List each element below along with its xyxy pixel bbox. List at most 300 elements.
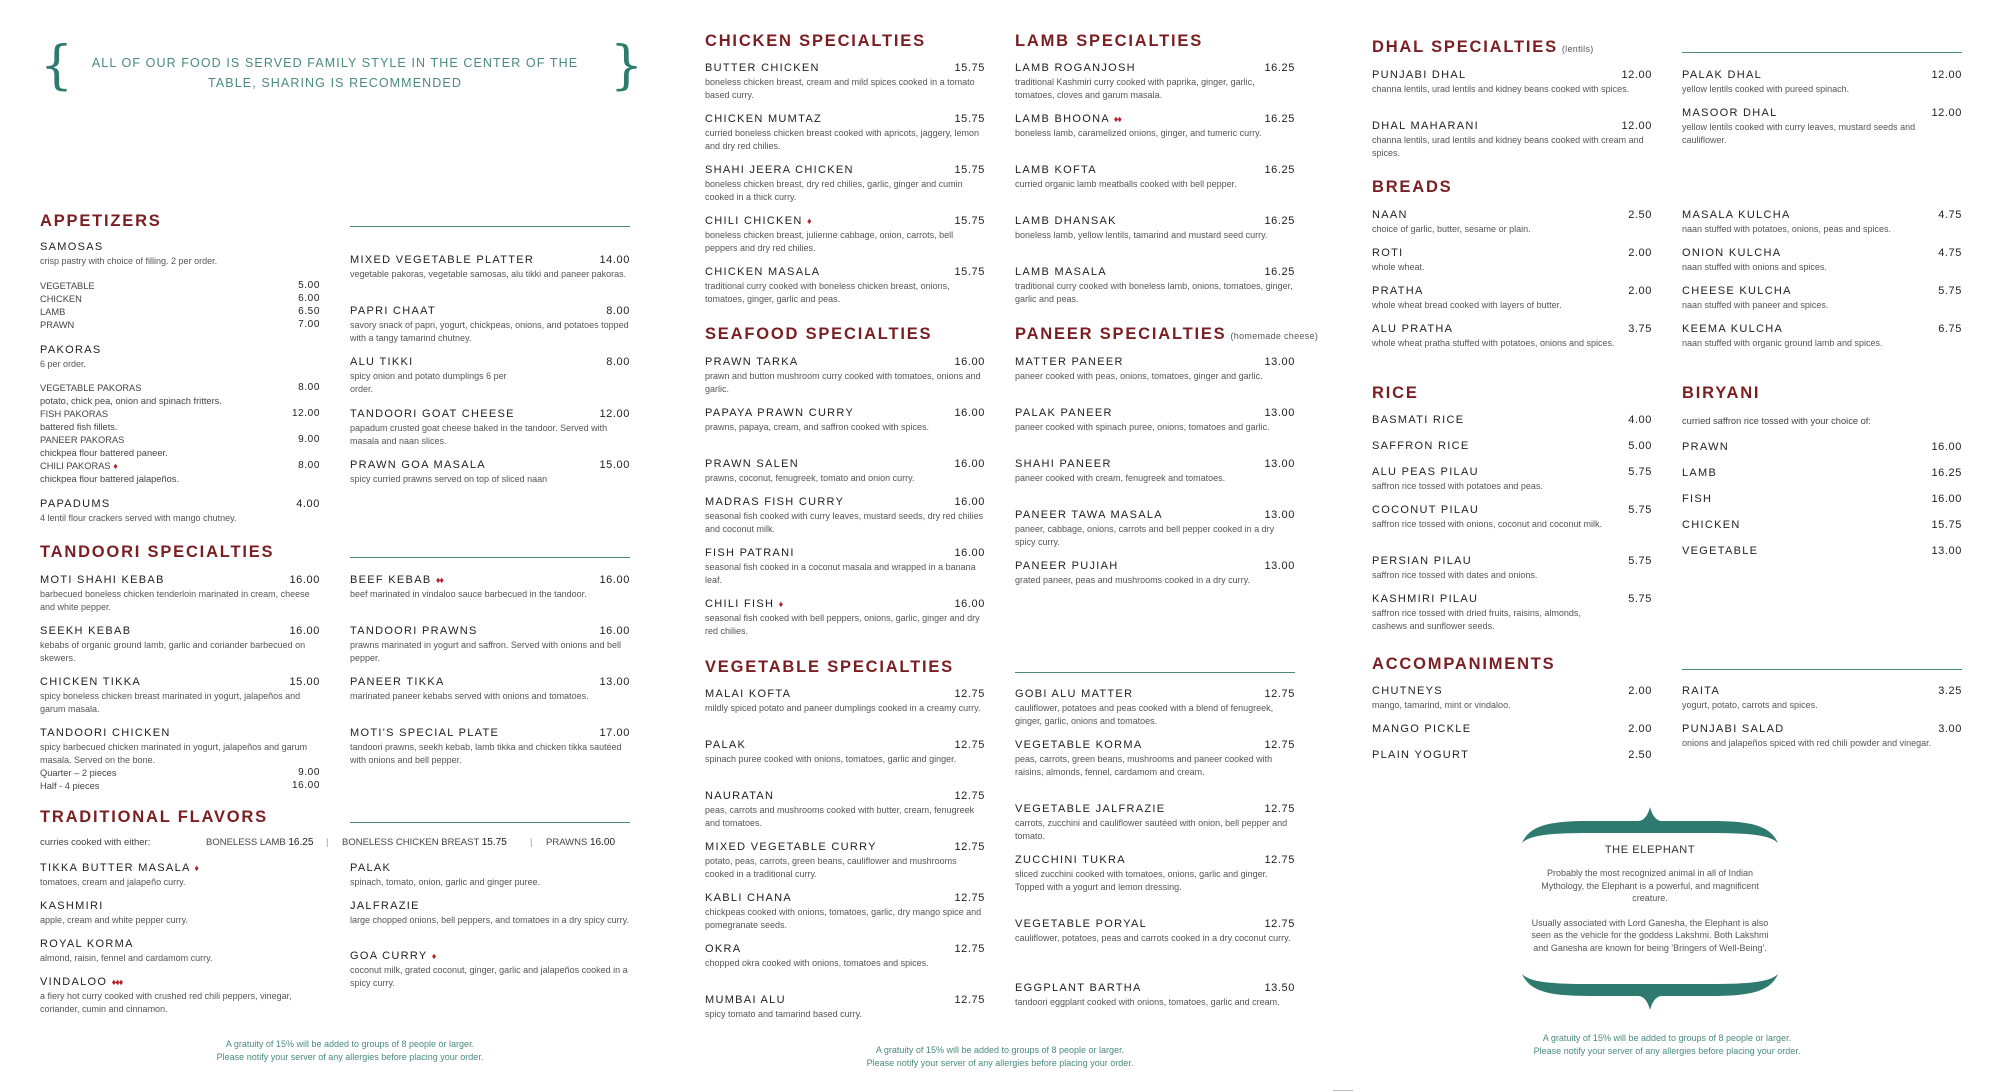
item-desc: boneless chicken breast, dry red chilies, garlic, ginger and cumin cooked in a thick curry.: [705, 179, 963, 202]
menu-item: [40, 498, 320, 525]
price-label: BONELESS CHICKEN BREAST: [342, 837, 480, 848]
item-price: 14.00: [599, 254, 630, 266]
item-price: 12.75: [1264, 688, 1295, 700]
footer-line: Please notify your server of any allergies before placing your order.: [866, 1058, 1134, 1068]
item-desc: saffron rice tossed with potatoes and peas.: [1372, 481, 1543, 491]
item-desc: beef marinated in vindaloo sauce barbecued in the tandoor.: [350, 589, 587, 599]
item-price: 12.00: [1931, 107, 1962, 119]
item-price: 4.75: [1938, 209, 1962, 221]
item-name: MIXED VEGETABLE CURRY: [705, 841, 877, 853]
item-price: 13.00: [1931, 545, 1962, 557]
item-name: MIXED VEGETABLE PLATTER: [350, 254, 535, 266]
menu-item: [1372, 749, 1652, 762]
item-price: 16.00: [954, 547, 985, 559]
item-desc: whole wheat.: [1372, 262, 1425, 272]
item-name: BUTTER CHICKEN: [705, 62, 820, 74]
item-name: SHAHI JEERA CHICKEN: [705, 164, 854, 176]
item-desc: carrots, zucchini and cauliflower sautéed with onion, bell pepper and tomato.: [1015, 818, 1288, 841]
item-name: ROYAL KORMA: [40, 938, 134, 950]
item-name: CHUTNEYS: [1372, 685, 1443, 697]
item-name: [350, 574, 630, 587]
item-desc: whole wheat bread cooked with layers of butter.: [1372, 300, 1562, 310]
menu-item: [40, 241, 320, 268]
item-desc: a fiery hot curry cooked with crushed red chili peppers, vinegar, coriander, cumin and cinnamon.: [40, 991, 292, 1014]
curry-intro: curries cooked with either:: [40, 837, 151, 848]
paneer-note: (homemade cheese): [1230, 331, 1319, 341]
item-price: 16.00: [1931, 493, 1962, 505]
price-chicken: [342, 837, 507, 848]
item-price: 12.75: [954, 688, 985, 700]
item-desc: traditional curry cooked with boneless lamb, onions, tomatoes, ginger, garlic and peas.: [1015, 281, 1293, 304]
item-price: 16.00: [954, 458, 985, 470]
menu-item: [1015, 509, 1295, 548]
item-price: 16.00: [954, 598, 985, 610]
item-name: MALAI KOFTA: [705, 688, 792, 700]
item-price: 16.00: [954, 407, 985, 419]
item-desc: yogurt, potato, carrots and spices.: [1682, 700, 1818, 710]
item-name: VEGETABLE KORMA: [1015, 739, 1143, 751]
item-desc: tomatoes, cream and jalapeño curry.: [40, 877, 186, 887]
item-price: 3.00: [1938, 723, 1962, 735]
menu-item: [1372, 593, 1652, 632]
appetizers-title: APPETIZERS: [40, 212, 162, 230]
item-price: 6.75: [1938, 323, 1962, 335]
item-desc: kebabs of organic ground lamb, garlic and coriander barbecued on skewers.: [40, 640, 306, 663]
item-name-text: CHILI CHICKEN: [705, 215, 803, 227]
item-name-text: GOA CURRY: [350, 950, 428, 962]
footer-line: Please notify your server of any allergies before placing your order.: [216, 1052, 484, 1062]
paneer-title: [1015, 325, 1318, 344]
item-name: PANEER TAWA MASALA: [1015, 509, 1163, 521]
item-name: VEGETABLE: [1682, 545, 1759, 557]
item-name: FISH: [1682, 493, 1713, 505]
menu-item: [705, 215, 985, 254]
intro-brace-open: {: [40, 36, 74, 96]
menu-item: [1015, 854, 1295, 893]
item-desc: cauliflower, potatoes, peas and carrots cooked in a dry coconut curry.: [1015, 933, 1291, 943]
menu-item: [705, 547, 985, 586]
item-price: 17.00: [599, 727, 630, 739]
item-desc: naan stuffed with potatoes, onions, peas and spices.: [1682, 224, 1891, 234]
item-price: 12.75: [954, 994, 985, 1006]
option-name: VEGETABLE PAKORAS: [40, 383, 142, 393]
menu-item: [350, 305, 630, 344]
menu-item: [1015, 803, 1295, 842]
price-value: 16.25: [288, 837, 314, 848]
menu-item: [705, 943, 985, 970]
option-name: CHILI PAKORAS: [40, 461, 111, 471]
item-desc: paneer cooked with peas, onions, tomatoes, ginger and garlic.: [1015, 371, 1263, 381]
item-desc: traditional curry cooked with boneless chicken breast, onions, tomatoes, ginger, garlic and peas.: [705, 281, 950, 304]
menu-item: [350, 900, 630, 927]
item-name: PANEER TIKKA: [350, 676, 445, 688]
menu-item: [1682, 107, 1962, 146]
item-desc: spicy curried prawns served on top of sliced naan: [350, 474, 548, 484]
menu-item: [1372, 414, 1652, 427]
menu-item: [350, 356, 630, 395]
item-desc: mango, tamarind, mint or vindaloo.: [1372, 700, 1511, 710]
item-price: 16.00: [954, 496, 985, 508]
item-price: 13.00: [1264, 407, 1295, 419]
item-desc: marinated paneer kebabs served with onions and tomatoes.: [350, 691, 589, 701]
item-price: 16.25: [1264, 113, 1295, 125]
price-lamb: [206, 837, 313, 848]
item-price: 2.00: [1628, 723, 1652, 735]
item-desc: large chopped onions, bell peppers, and tomatoes in a dry spicy curry.: [350, 915, 629, 925]
item-name: MADRAS FISH CURRY: [705, 496, 845, 508]
menu-item: [40, 976, 320, 1015]
item-price: 16.25: [1264, 164, 1295, 176]
item-price: 4.00: [1628, 414, 1652, 426]
menu-item: [705, 892, 985, 931]
menu-item: [1015, 918, 1295, 945]
item-name: PRAWN GOA MASALA: [350, 459, 486, 471]
option-row: [40, 306, 320, 319]
menu-item: [1372, 504, 1652, 531]
elephant-text: [1525, 867, 1775, 954]
item-desc: papadum crusted goat cheese baked in the tandoor. Served with masala and naan slices.: [350, 423, 608, 446]
price-value: 15.75: [481, 837, 507, 848]
option-price: 8.00: [298, 460, 320, 471]
item-name: PUNJABI SALAD: [1682, 723, 1785, 735]
item-name: MATTER PANEER: [1015, 356, 1124, 368]
menu-item: [705, 113, 985, 152]
item-name: [40, 862, 320, 875]
item-price: 5.75: [1938, 285, 1962, 297]
menu-item: [1372, 69, 1652, 96]
item-name: TANDOORI GOAT CHEESE: [350, 408, 515, 420]
item-desc: boneless lamb, yellow lentils, tamarind and mustard seed curry.: [1015, 230, 1268, 240]
menu-item: [705, 598, 985, 637]
item-name: KEEMA KULCHA: [1682, 323, 1784, 335]
item-price: 16.00: [1931, 441, 1962, 453]
item-name: PRATHA: [1372, 285, 1424, 297]
item-desc: saffron rice tossed with onions, coconut and coconut milk.: [1372, 519, 1602, 529]
menu-item: [1015, 560, 1295, 587]
item-desc: paneer cooked with cream, fenugreek and tomatoes.: [1015, 473, 1226, 483]
item-desc: 4 lentil flour crackers served with mango chutney.: [40, 513, 237, 523]
menu-item: [1682, 685, 1962, 712]
menu-item: [1015, 266, 1295, 305]
item-desc: boneless chicken breast, cream and mild spices cooked in a tomato based curry.: [705, 77, 975, 100]
item-name: PERSIAN PILAU: [1372, 555, 1473, 567]
item-name: PALAK: [350, 862, 392, 874]
item-desc: traditional Kashmiri curry cooked with paprika, ginger, garlic, tomatoes, cloves and garum masala.: [1015, 77, 1255, 100]
item-name: PUNJABI DHAL: [1372, 69, 1467, 81]
item-name: VEGETABLE JALFRAZIE: [1015, 803, 1166, 815]
menu-item: [1015, 164, 1295, 191]
item-name: PRAWN: [1682, 441, 1730, 453]
elephant-paragraph: Probably the most recognized animal in all of Indian Mythology, the Elephant is a powerful, and magnificent creature.: [1541, 868, 1759, 903]
item-price: 8.00: [606, 356, 630, 368]
menu-item: [1682, 209, 1962, 236]
item-desc: naan stuffed with paneer and spices.: [1682, 300, 1829, 310]
chili-icon: ♦: [113, 461, 117, 471]
footer-line: A gratuity of 15% will be added to groups of 8 people or larger.: [1542, 1033, 1792, 1043]
item-name: ALU PRATHA: [1372, 323, 1454, 335]
option-desc: potato, chick pea, onion and spinach fritters.: [40, 395, 222, 406]
item-desc: boneless chicken breast, julienne cabbage, onion, carrots, bell peppers and dry red chilies.: [705, 230, 954, 253]
item-desc: prawns, papaya, cream, and saffron cooked with spices.: [705, 422, 929, 432]
item-price: 15.00: [289, 676, 320, 688]
menu-item: [350, 254, 630, 281]
footer-note: [800, 1044, 1200, 1070]
item-desc: yellow lentils cooked with curry leaves, mustard seeds and cauliflower.: [1682, 122, 1916, 145]
menu-item: [40, 344, 320, 371]
menu-item: [1372, 323, 1652, 350]
dhal-title: [1372, 38, 1594, 57]
menu-item: [1682, 441, 1962, 454]
option-price: 6.00: [298, 293, 320, 304]
option-row: [40, 434, 320, 459]
item-name: LAMB ROGANJOSH: [1015, 62, 1136, 74]
item-desc: prawns, coconut, fenugreek, tomato and onion curry.: [705, 473, 915, 483]
option-row: [40, 280, 320, 293]
menu-item: [1015, 113, 1295, 140]
menu-item: [350, 727, 630, 766]
item-desc: barbecued boneless chicken tenderloin marinated in cream, cheese and white pepper.: [40, 589, 310, 612]
chili-icon: ♦: [194, 863, 198, 873]
item-name: MOTI SHAHI KEBAB: [40, 574, 165, 586]
item-name: TANDOORI PRAWNS: [350, 625, 478, 637]
menu-item: [40, 574, 320, 613]
option-price: 9.00: [298, 434, 320, 445]
item-name: MUMBAI ALU: [705, 994, 786, 1006]
menu-item: [1682, 467, 1962, 480]
chili-icon: ♦♦: [435, 575, 444, 585]
ornament-bottom-icon: [1520, 972, 1780, 1012]
item-name: [1015, 113, 1295, 126]
price-label: PRAWNS: [546, 837, 588, 848]
option-price: 6.50: [298, 306, 320, 317]
menu-item: [705, 356, 985, 395]
item-name: [705, 598, 985, 611]
rice-title: RICE: [1372, 384, 1419, 402]
item-desc: 6 per order.: [40, 359, 87, 369]
item-price: 16.00: [954, 356, 985, 368]
option-name: FISH PAKORAS: [40, 409, 109, 419]
option-desc: chickpea flour battered paneer.: [40, 447, 168, 458]
menu-item: [1372, 466, 1652, 493]
option-price: 5.00: [298, 280, 320, 291]
item-price: 8.00: [606, 305, 630, 317]
price-label: BONELESS LAMB: [206, 837, 286, 848]
option-desc: chickpea flour battered jalapeños.: [40, 473, 180, 484]
item-name: ONION KULCHA: [1682, 247, 1782, 259]
item-desc: paneer cooked with spinach puree, onions, tomatoes and garlic.: [1015, 422, 1270, 432]
item-price: 16.25: [1264, 215, 1295, 227]
menu-item: [1372, 555, 1652, 582]
item-desc: savory snack of papri, yogurt, chickpeas, onions, and potatoes topped with a tangy tamarind chutney.: [350, 320, 629, 343]
item-price: 12.75: [954, 841, 985, 853]
menu-item: [1682, 545, 1962, 558]
item-name: PLAIN YOGURT: [1372, 749, 1470, 761]
menu-item: [1682, 723, 1962, 750]
item-name-text: CHILI FISH: [705, 598, 775, 610]
item-price: 12.75: [1264, 918, 1295, 930]
item-name: PRAWN SALEN: [705, 458, 799, 470]
item-price: 5.75: [1628, 466, 1652, 478]
item-name-text: BEEF KEBAB: [350, 574, 432, 586]
item-name: ROTI: [1372, 247, 1404, 259]
item-name: MASOOR DHAL: [1682, 107, 1778, 119]
traditional-rule: [350, 822, 630, 823]
option-desc: battered fish fillets.: [40, 421, 118, 432]
item-name: [40, 976, 320, 989]
item-price: 13.00: [1264, 509, 1295, 521]
menu-item: [1372, 120, 1652, 159]
item-name: MOTI'S SPECIAL PLATE: [350, 727, 500, 739]
item-price: 12.75: [954, 739, 985, 751]
item-price: 16.25: [1931, 467, 1962, 479]
menu-item: [1372, 209, 1652, 236]
price-value: 16.00: [590, 837, 616, 848]
item-price: 13.00: [1264, 560, 1295, 572]
menu-item: [40, 727, 320, 766]
menu-item: [1372, 440, 1652, 453]
menu-item: [705, 739, 985, 766]
option-row: [40, 319, 320, 332]
ornament-top-icon: [1520, 805, 1780, 845]
vegetable-rule: [1015, 672, 1295, 673]
intro-text: ALL OF OUR FOOD IS SERVED FAMILY STYLE IN THE CENTER OF THE TABLE, SHARING IS RECOMMENDED: [91, 56, 579, 90]
item-price: 15.75: [954, 113, 985, 125]
item-name-text: TIKKA BUTTER MASALA: [40, 862, 191, 874]
fold-mark: [1333, 1090, 1353, 1091]
item-price: 12.75: [954, 892, 985, 904]
menu-item: [705, 994, 985, 1021]
menu-item: [1682, 323, 1962, 350]
item-name: FISH PATRANI: [705, 547, 795, 559]
intro-brace-close: }: [610, 36, 644, 96]
chicken-title: CHICKEN SPECIALTIES: [705, 32, 926, 50]
item-price: 15.75: [954, 215, 985, 227]
item-name: CHEESE KULCHA: [1682, 285, 1792, 297]
item-desc: spicy boneless chicken breast marinated in yogurt, jalapeños and garum masala.: [40, 691, 301, 714]
item-price: 4.75: [1938, 247, 1962, 259]
chili-icon: ♦♦: [1113, 114, 1121, 124]
item-price: 12.75: [1264, 854, 1295, 866]
item-desc: peas, carrots, green beans, mushrooms and paneer cooked with raisins, almonds, fennel, cardamom and cream.: [1015, 754, 1273, 777]
menu-item: [40, 900, 320, 927]
item-name: KASHMIRI: [40, 900, 104, 912]
item-name: NAURATAN: [705, 790, 775, 802]
elephant-title: THE ELEPHANT: [1604, 844, 1696, 856]
item-desc: mildly spiced potato and paneer dumplings cooked in a creamy curry.: [705, 703, 981, 713]
item-desc: vegetable pakoras, vegetable samosas, alu tikki and paneer pakoras.: [350, 269, 627, 279]
item-desc: crisp pastry with choice of filling. 2 per order.: [40, 256, 218, 266]
menu-item: [1682, 247, 1962, 274]
item-desc: yellow lentils cooked with pureed spinach.: [1682, 84, 1850, 94]
menu-item: [1015, 982, 1295, 1009]
footer-note: [1467, 1032, 1867, 1058]
option-name: CHICKEN: [40, 294, 82, 304]
item-desc: seasonal fish cooked with curry leaves, mustard seeds, dry red chilies and coconut milk.: [705, 511, 984, 534]
item-desc: whole wheat pratha stuffed with potatoes, onions and spices.: [1372, 338, 1615, 348]
item-desc: cauliflower, potatoes and peas cooked with a blend of fenugreek, ginger, garlic, onions and tomatoes.: [1015, 703, 1274, 726]
biryani-title: BIRYANI: [1682, 384, 1761, 402]
item-price: 15.75: [1931, 519, 1962, 531]
item-price: 12.75: [1264, 739, 1295, 751]
item-desc: paneer, cabbage, onions, carrots and bell pepper cooked in a dry spicy curry.: [1015, 524, 1275, 547]
menu-item: [705, 458, 985, 485]
item-price: 12.00: [599, 408, 630, 420]
item-desc: curried boneless chicken breast cooked with apricots, jaggery, lemon and dry red chilies.: [705, 128, 979, 151]
item-price: 4.00: [296, 498, 320, 510]
option-price: 16.00: [291, 780, 320, 791]
item-price: 12.00: [1931, 69, 1962, 81]
footer-line: A gratuity of 15% will be added to groups of 8 people or larger.: [875, 1045, 1125, 1055]
item-price: 16.00: [289, 574, 320, 586]
item-price: 2.00: [1628, 285, 1652, 297]
item-name: CHICKEN: [1682, 519, 1741, 531]
biryani-intro: curried saffron rice tossed with your choice of:: [1682, 416, 1871, 426]
item-name: CHICKEN MASALA: [705, 266, 821, 278]
menu-item: [1015, 407, 1295, 434]
item-name: OKRA: [705, 943, 742, 955]
menu-item: [350, 676, 630, 703]
menu-item: [1015, 62, 1295, 101]
menu-item: [1015, 688, 1295, 727]
item-name: NAAN: [1372, 209, 1408, 221]
item-price: 13.00: [599, 676, 630, 688]
option-price: 12.00: [291, 408, 320, 419]
option-price: 7.00: [298, 319, 320, 330]
item-name: PAKORAS: [40, 344, 102, 356]
separator: |: [326, 837, 329, 848]
dhal-rule: [1682, 52, 1962, 53]
item-desc: coconut milk, grated coconut, ginger, garlic and jalapeños cooked in a spicy curry.: [350, 965, 628, 988]
item-desc: prawns marinated in yogurt and saffron. Served with onions and bell pepper.: [350, 640, 621, 663]
menu-item: [1372, 247, 1652, 274]
item-name: MASALA KULCHA: [1682, 209, 1791, 221]
option-price: 9.00: [298, 767, 320, 778]
item-name: DHAL MAHARANI: [1372, 120, 1479, 132]
tandoori-rule: [350, 557, 630, 558]
item-name: SEEKH KEBAB: [40, 625, 132, 637]
item-name: CHICKEN TIKKA: [40, 676, 142, 688]
item-name: EGGPLANT BARTHA: [1015, 982, 1142, 994]
item-name-text: VINDALOO: [40, 976, 108, 988]
menu-item: [350, 459, 630, 486]
item-price: 16.25: [1264, 62, 1295, 74]
item-price: 2.50: [1628, 749, 1652, 761]
item-price: 2.50: [1628, 209, 1652, 221]
menu-item: [705, 790, 985, 829]
item-name: PAPRI CHAAT: [350, 305, 437, 317]
item-desc: apple, cream and white pepper curry.: [40, 915, 188, 925]
item-desc: spicy onion and potato dumplings 6 per order.: [350, 371, 507, 394]
item-desc: spicy tomato and tamarind based curry.: [705, 1009, 862, 1019]
chili-icon: ♦: [431, 951, 436, 961]
item-price: 5.00: [1628, 440, 1652, 452]
item-price: 2.00: [1628, 685, 1652, 697]
menu-item: [705, 62, 985, 101]
item-desc: channa lentils, urad lentils and kidney beans cooked with cream and spices.: [1372, 135, 1644, 158]
item-desc: saffron rice tossed with dates and onions.: [1372, 570, 1538, 580]
item-name: PAPADUMS: [40, 498, 111, 510]
option-row: [40, 460, 320, 485]
menu-item: [1015, 215, 1295, 242]
menu-item: [40, 862, 320, 889]
menu-item: [350, 574, 630, 601]
item-name: LAMB MASALA: [1015, 266, 1107, 278]
item-desc: seasonal fish cooked with bell peppers, onions, garlic, ginger and dry red chilies.: [705, 613, 980, 636]
item-name: ZUCCHINI TUKRA: [1015, 854, 1126, 866]
chili-icon: ♦: [806, 216, 811, 226]
item-price: 16.00: [599, 625, 630, 637]
item-name: KASHMIRI PILAU: [1372, 593, 1479, 605]
